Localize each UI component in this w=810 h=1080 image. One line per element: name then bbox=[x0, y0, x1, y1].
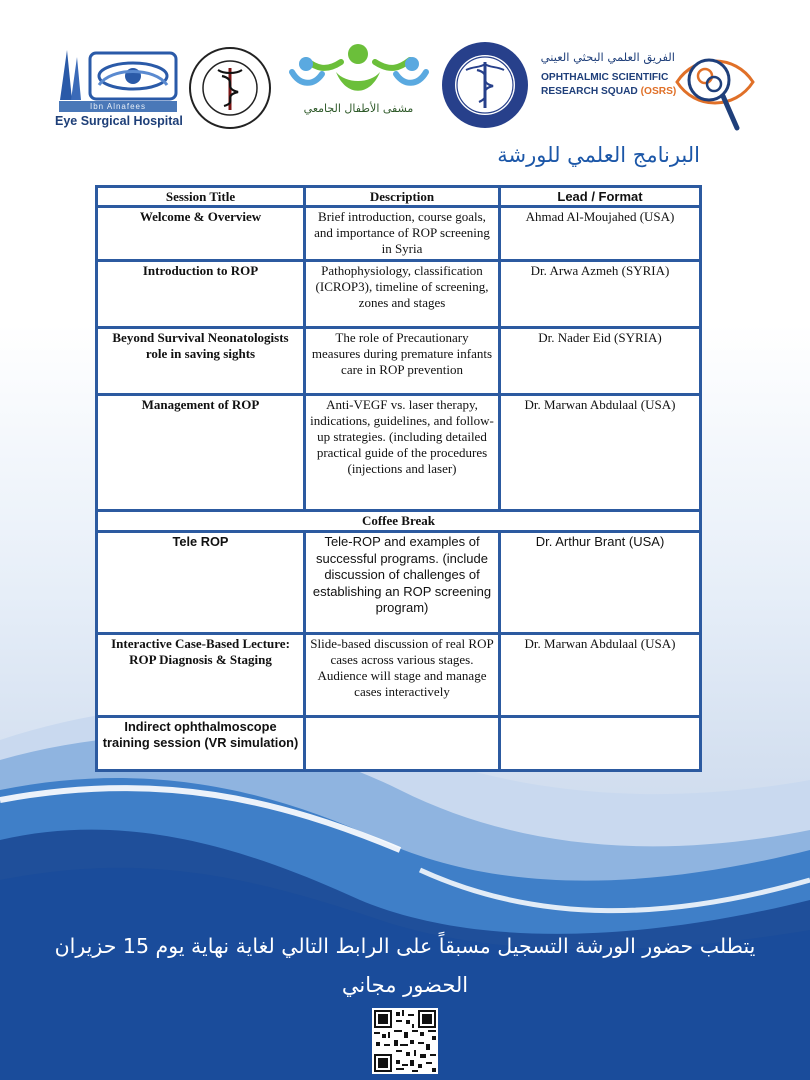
session-lead: Dr. Arwa Azmeh (SYRIA) bbox=[501, 262, 699, 326]
session-lead: Ahmad Al-Moujahed (USA) bbox=[501, 208, 699, 259]
table-row bbox=[98, 718, 699, 769]
session-description: Pathophysiology, classification (ICROP3), timeline of screening, zones and stages bbox=[306, 262, 498, 326]
ibn-alnafees-name: Ibn Alnafees bbox=[59, 101, 177, 112]
almouwasat-hospital-seal bbox=[188, 46, 272, 130]
session-title: Welcome & Overview bbox=[98, 208, 303, 259]
osrs-english-line2: RESEARCH SQUAD (OSRS) bbox=[541, 86, 677, 97]
table-row bbox=[98, 208, 699, 259]
session-lead: Dr. Marwan Abdulaal (USA) bbox=[501, 635, 699, 715]
table-header-row bbox=[98, 188, 699, 205]
session-title: Introduction to ROP bbox=[98, 262, 303, 326]
children-hospital-name: مشفى الأطفال الجامعي bbox=[303, 102, 414, 115]
table-row bbox=[98, 329, 699, 393]
session-title: Tele ROP bbox=[98, 533, 303, 632]
session-title: Indirect ophthalmoscope training session (VR simulation) bbox=[98, 718, 303, 769]
coffee-break-row bbox=[98, 512, 699, 530]
coffee-break-label: Coffee Break bbox=[98, 512, 699, 530]
table-row bbox=[98, 396, 699, 509]
table-row bbox=[98, 262, 699, 326]
session-title: Management of ROP bbox=[98, 396, 303, 509]
children-hospital-logo bbox=[286, 42, 431, 132]
ibn-alnafees-logo bbox=[55, 45, 183, 130]
table-row bbox=[98, 533, 699, 632]
session-description: Tele-ROP and examples of successful programs. (include discussion of challenges of establishing an ROP screening program) bbox=[306, 533, 498, 632]
session-description: Anti-VEGF vs. laser therapy, indications, guidelines, and follow-up strategies. (including detailed practical guide of the procedures (injections and laser) bbox=[306, 396, 498, 509]
session-description bbox=[306, 718, 498, 769]
free-attendance-note: الحضور مجاني bbox=[341, 973, 469, 997]
osrs-logo bbox=[535, 44, 755, 134]
session-title: Beyond Survival Neonatologists role in saving sights bbox=[98, 329, 303, 393]
osrs-arabic-name: الفريق العلمي البحثي العيني bbox=[540, 50, 675, 64]
session-title: Interactive Case-Based Lecture: ROP Diagnosis & Staging bbox=[98, 635, 303, 715]
qr-code-icon bbox=[372, 1008, 438, 1074]
session-lead: Dr. Nader Eid (SYRIA) bbox=[501, 329, 699, 393]
session-description: Brief introduction, course goals, and importance of ROP screening in Syria bbox=[306, 208, 498, 259]
session-lead bbox=[501, 718, 699, 769]
american-medical-society-seal bbox=[440, 40, 530, 130]
children-figures-icon bbox=[286, 42, 431, 104]
eye-surgical-hospital-name: Eye Surgical Hospital bbox=[55, 114, 183, 128]
program-table bbox=[95, 185, 702, 772]
magnifier-eye-icon bbox=[675, 44, 755, 134]
program-heading: البرنامج العلمي للورشة bbox=[497, 143, 700, 167]
osrs-english-line1: OPHTHALMIC SCIENTIFIC bbox=[541, 72, 669, 83]
table-row bbox=[98, 635, 699, 715]
registration-qr-code[interactable] bbox=[372, 1008, 438, 1074]
session-description: Slide-based discussion of real ROP cases across various stages. Audience will stage and manage cases interactively bbox=[306, 635, 498, 715]
header-lead-format: Lead / Format bbox=[501, 188, 699, 205]
session-lead: Dr. Marwan Abdulaal (USA) bbox=[501, 396, 699, 509]
ibn-alnafees-emblem bbox=[55, 45, 180, 105]
session-description: The role of Precautionary measures during premature infants care in ROP prevention bbox=[306, 329, 498, 393]
registration-note: يتطلب حضور الورشة التسجيل مسبقاً على الرابط التالي لغاية نهاية يوم 15 حزيران bbox=[54, 934, 756, 958]
header-session-title: Session Title bbox=[98, 188, 303, 205]
session-lead: Dr. Arthur Brant (USA) bbox=[501, 533, 699, 632]
header-description: Description bbox=[306, 188, 498, 205]
